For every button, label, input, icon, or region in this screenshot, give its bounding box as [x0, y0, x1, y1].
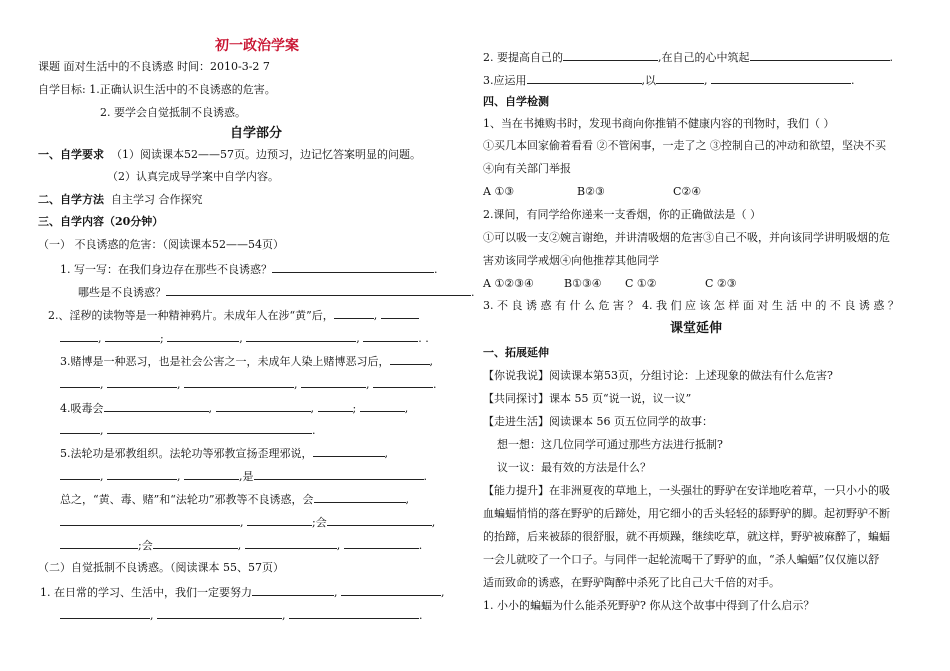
answer-blank[interactable]: [289, 607, 419, 619]
summary-text: 总之，“黄、毒、赌”和“法轮功”邪教等不良诱惑，会: [60, 493, 314, 506]
answer-blank[interactable]: [327, 514, 432, 526]
document-title: 初一政治学案: [215, 38, 299, 54]
answer-blank[interactable]: [245, 537, 337, 549]
question-5: 5.法轮功是邪教组织。法轮功等邪教宣扬歪理邪说， ,: [60, 447, 388, 460]
answer-blank[interactable]: [216, 400, 311, 412]
answer-blank[interactable]: [184, 468, 239, 480]
answer-blank[interactable]: [360, 400, 405, 412]
requirements-line-1: [38, 148, 421, 162]
question-1a: 1. 写一写：在我们身边存在那些不良诱惑？ .: [60, 263, 438, 276]
question-6-blanks: , , .: [60, 607, 423, 623]
question-3-text: 3.赌博是一种恶习，也是社会公害之一，未成年人染上赌博恶习后，: [60, 355, 390, 368]
answer-blank[interactable]: [60, 422, 100, 434]
check-question-3-4: 3. 不 良 诱 惑 有 什 么 危 害 ？ 4. 我 们 应 该 怎 样 面 对 生 活 中 的 不 良 诱 惑 ？: [483, 299, 899, 312]
answer-blank[interactable]: [104, 400, 209, 412]
lesson-meta: 课题 面对生活中的不良诱惑 时间：2010-3-2 7: [38, 60, 270, 73]
right-item-3: 3.应运用 ,以 , .: [483, 74, 855, 87]
answer-blank[interactable]: [750, 49, 890, 61]
answer-blank[interactable]: [107, 468, 177, 480]
section-one-heading: （一） 不良诱惑的危害：（阅读课本52——54页）: [38, 238, 284, 251]
right-item-3-text-b: ,以: [641, 74, 656, 87]
answer-blank[interactable]: [60, 607, 150, 619]
question-6: 1. 在日常的学习、生活中，我们一定要努力 , ,: [40, 586, 445, 599]
answer-blank[interactable]: [344, 537, 419, 549]
goal-2: 2. 要学会自觉抵制不良诱惑。: [100, 106, 246, 119]
answer-choice[interactable]: A ①②③④: [483, 277, 534, 290]
answer-blank[interactable]: [341, 584, 441, 596]
summary-line: 总之，“黄、毒、赌”和“法轮功”邪教等不良诱惑，会 ,: [60, 493, 409, 506]
summary-will: 会: [141, 539, 153, 552]
answer-blank[interactable]: [153, 537, 238, 549]
story-line-1: 【能力提升】在非洲夏夜的草地上，一头强壮的野驴在安详地吃着草，一只小小的吸: [483, 484, 890, 497]
question-2-text: 2.、淫秽的读物等是一种精神鸦片。未成年人在涉“黄”后，: [48, 309, 334, 322]
extension-discuss: 议一议：最有效的方法是什么？: [497, 461, 651, 474]
answer-blank[interactable]: [390, 353, 430, 365]
story-line-3: 的抬蹄，后来被舔的很舒服，就不再烦躁，继续吃草，就这样，野驴被麻醉了，蝙蝠: [483, 530, 890, 543]
section-two-heading: （二）自觉抵制不良诱惑。（阅读课本 55、57页）: [38, 561, 284, 574]
question-2-blanks: , ; , , . .: [60, 330, 429, 346]
question-1b: 哪些是不良诱惑？ .: [78, 286, 475, 299]
question-5-is: 是: [242, 470, 254, 483]
answer-blank[interactable]: [254, 468, 424, 480]
answer-blank[interactable]: [107, 422, 312, 434]
extension-item-1: 【你说我说】阅读课本第53页，分组讨论：上述现象的做法有什么危害?: [483, 369, 833, 382]
answer-blank[interactable]: [60, 514, 240, 526]
answer-blank[interactable]: [381, 307, 419, 319]
question-1b-text: 哪些是不良诱惑？: [78, 286, 166, 299]
answer-blank[interactable]: [563, 49, 658, 61]
question-6-text: 1. 在日常的学习、生活中，我们一定要努力: [40, 586, 252, 599]
check-question-1-options-b: ④向有关部门举报: [483, 162, 571, 175]
extension-item-3: 【走进生活】阅读课本 56 页五位同学的故事：: [483, 415, 713, 428]
answer-choice[interactable]: B②③: [577, 185, 605, 198]
requirements-heading: 一、自学要求: [38, 148, 104, 161]
answer-blank[interactable]: [60, 330, 98, 342]
story-line-5: 适而致命的诱惑，在野驴陶醉中杀死了比自己大千倍的对手。: [483, 576, 780, 589]
classroom-extension-heading: 课堂延伸: [670, 321, 723, 336]
check-question-1-options-a: ①买几本回家偷着看看 ②不管闲事，一走了之 ③控制自己的冲动和欲望，坚决不买: [483, 139, 886, 152]
answer-blank[interactable]: [184, 376, 294, 388]
answer-blank[interactable]: [527, 72, 642, 84]
answer-blank[interactable]: [363, 330, 418, 342]
answer-blank[interactable]: [313, 445, 385, 457]
method-line: [38, 193, 203, 207]
answer-blank[interactable]: [314, 491, 406, 503]
check-question-2-options-a: ①可以吸一支②婉言谢绝，并讲清吸烟的危害③自己不吸，并向该同学讲明吸烟的危: [483, 231, 890, 244]
requirement-2: （2）认真完成导学案中自学内容。: [107, 170, 279, 183]
answer-blank[interactable]: [166, 284, 471, 296]
answer-blank[interactable]: [301, 376, 366, 388]
check-question-1: 1、当在书摊购书时，发现书商向你推销不健康内容的刊物时，我们（ ）: [483, 117, 835, 130]
answer-blank[interactable]: [711, 72, 851, 84]
story-line-2: 血蝙蝠悄悄的落在野驴的后蹄处，用它细小的舌头轻轻的舔野驴的脚。起初野驴不断: [483, 507, 890, 520]
self-check-heading: 四、自学检测: [483, 95, 549, 108]
answer-blank[interactable]: [272, 261, 434, 273]
answer-blank[interactable]: [60, 468, 100, 480]
method-heading: 二、自学方法: [38, 193, 104, 206]
goal-1: 自学目标: 1.正确认识生活中的不良诱惑的危害。: [38, 83, 276, 96]
answer-blank[interactable]: [246, 330, 356, 342]
answer-blank[interactable]: [60, 537, 138, 549]
question-3: 3.赌博是一种恶习，也是社会公害之一，未成年人染上赌博恶习后， ,: [60, 355, 433, 368]
question-4: 4.吸毒会 , , ; ,: [60, 402, 409, 415]
answer-blank[interactable]: [105, 330, 160, 342]
extension-think: 想一想：这几位同学可通过那些方法进行抵制?: [497, 438, 723, 451]
answer-blank[interactable]: [167, 330, 239, 342]
right-item-3-text: 3.应运用: [483, 74, 527, 87]
method-text: 自主学习 合作探究: [111, 193, 203, 206]
right-item-2-text-b: ,在自己的心中筑起: [658, 51, 750, 64]
right-item-2-text: 2. 要提高自己的: [483, 51, 563, 64]
question-4-blanks: , .: [60, 422, 316, 438]
answer-blank[interactable]: [60, 376, 100, 388]
answer-choice[interactable]: C②④: [673, 185, 702, 198]
question-2: 2.、淫秽的读物等是一种精神鸦片。未成年人在涉“黄”后， ,: [48, 307, 419, 323]
answer-blank[interactable]: [107, 376, 177, 388]
self-study-heading: 自学部分: [230, 126, 283, 141]
check-question-2-options-b: 害劝该同学戒烟④向他推荐其他同学: [483, 254, 659, 267]
requirement-1: （1）阅读课本52——57页。边预习，边记忆答案明显的问题。: [111, 148, 421, 161]
answer-blank[interactable]: [656, 72, 704, 84]
question-5-text: 5.法轮功是邪教组织。法轮功等邪教宣扬歪理邪说，: [60, 447, 313, 460]
answer-choice[interactable]: B①③④: [564, 277, 602, 290]
question-5-blanks: , , ,是 .: [60, 468, 427, 484]
content-heading: 三、自学内容（20分钟）: [38, 215, 164, 228]
story-line-4: 一会儿就咬了一个口子。与同伴一起轮流喝干了野驴的血，“杀人蝙蝠”仅仅施以舒: [483, 553, 880, 566]
summary-blanks-1: , ;会 ,: [60, 514, 435, 530]
story-question: 1. 小小的蝙蝠为什么能杀死野驴? 你从这个故事中得到了什么启示？: [483, 599, 815, 612]
answer-blank[interactable]: [334, 307, 374, 319]
question-4-text: 4.吸毒会: [60, 402, 104, 415]
answer-choice[interactable]: C ②③: [705, 277, 737, 290]
answer-blank[interactable]: [252, 584, 334, 596]
question-1a-text: 1. 写一写：在我们身边存在那些不良诱惑？: [60, 263, 272, 276]
extension-item-2: 【共同探讨】课本 55 页“说一说，议一议”: [483, 392, 692, 405]
summary-blanks-2: ;会 , , .: [60, 537, 422, 553]
answer-choice[interactable]: C ①②: [625, 277, 657, 290]
answer-blank[interactable]: [157, 607, 282, 619]
summary-will: 会: [315, 516, 327, 529]
answer-blank[interactable]: [318, 400, 353, 412]
extension-heading: 一、拓展延伸: [483, 346, 549, 359]
check-question-2: 2.课间，有同学给你递来一支香烟，你的正确做法是（ ）: [483, 208, 761, 221]
answer-blank[interactable]: [247, 514, 312, 526]
answer-choice[interactable]: A ①③: [483, 185, 515, 198]
right-item-2: 2. 要提高自己的 ,在自己的心中筑起 .: [483, 51, 893, 64]
question-3-blanks: , , , , .: [60, 376, 437, 392]
answer-blank[interactable]: [373, 376, 433, 388]
